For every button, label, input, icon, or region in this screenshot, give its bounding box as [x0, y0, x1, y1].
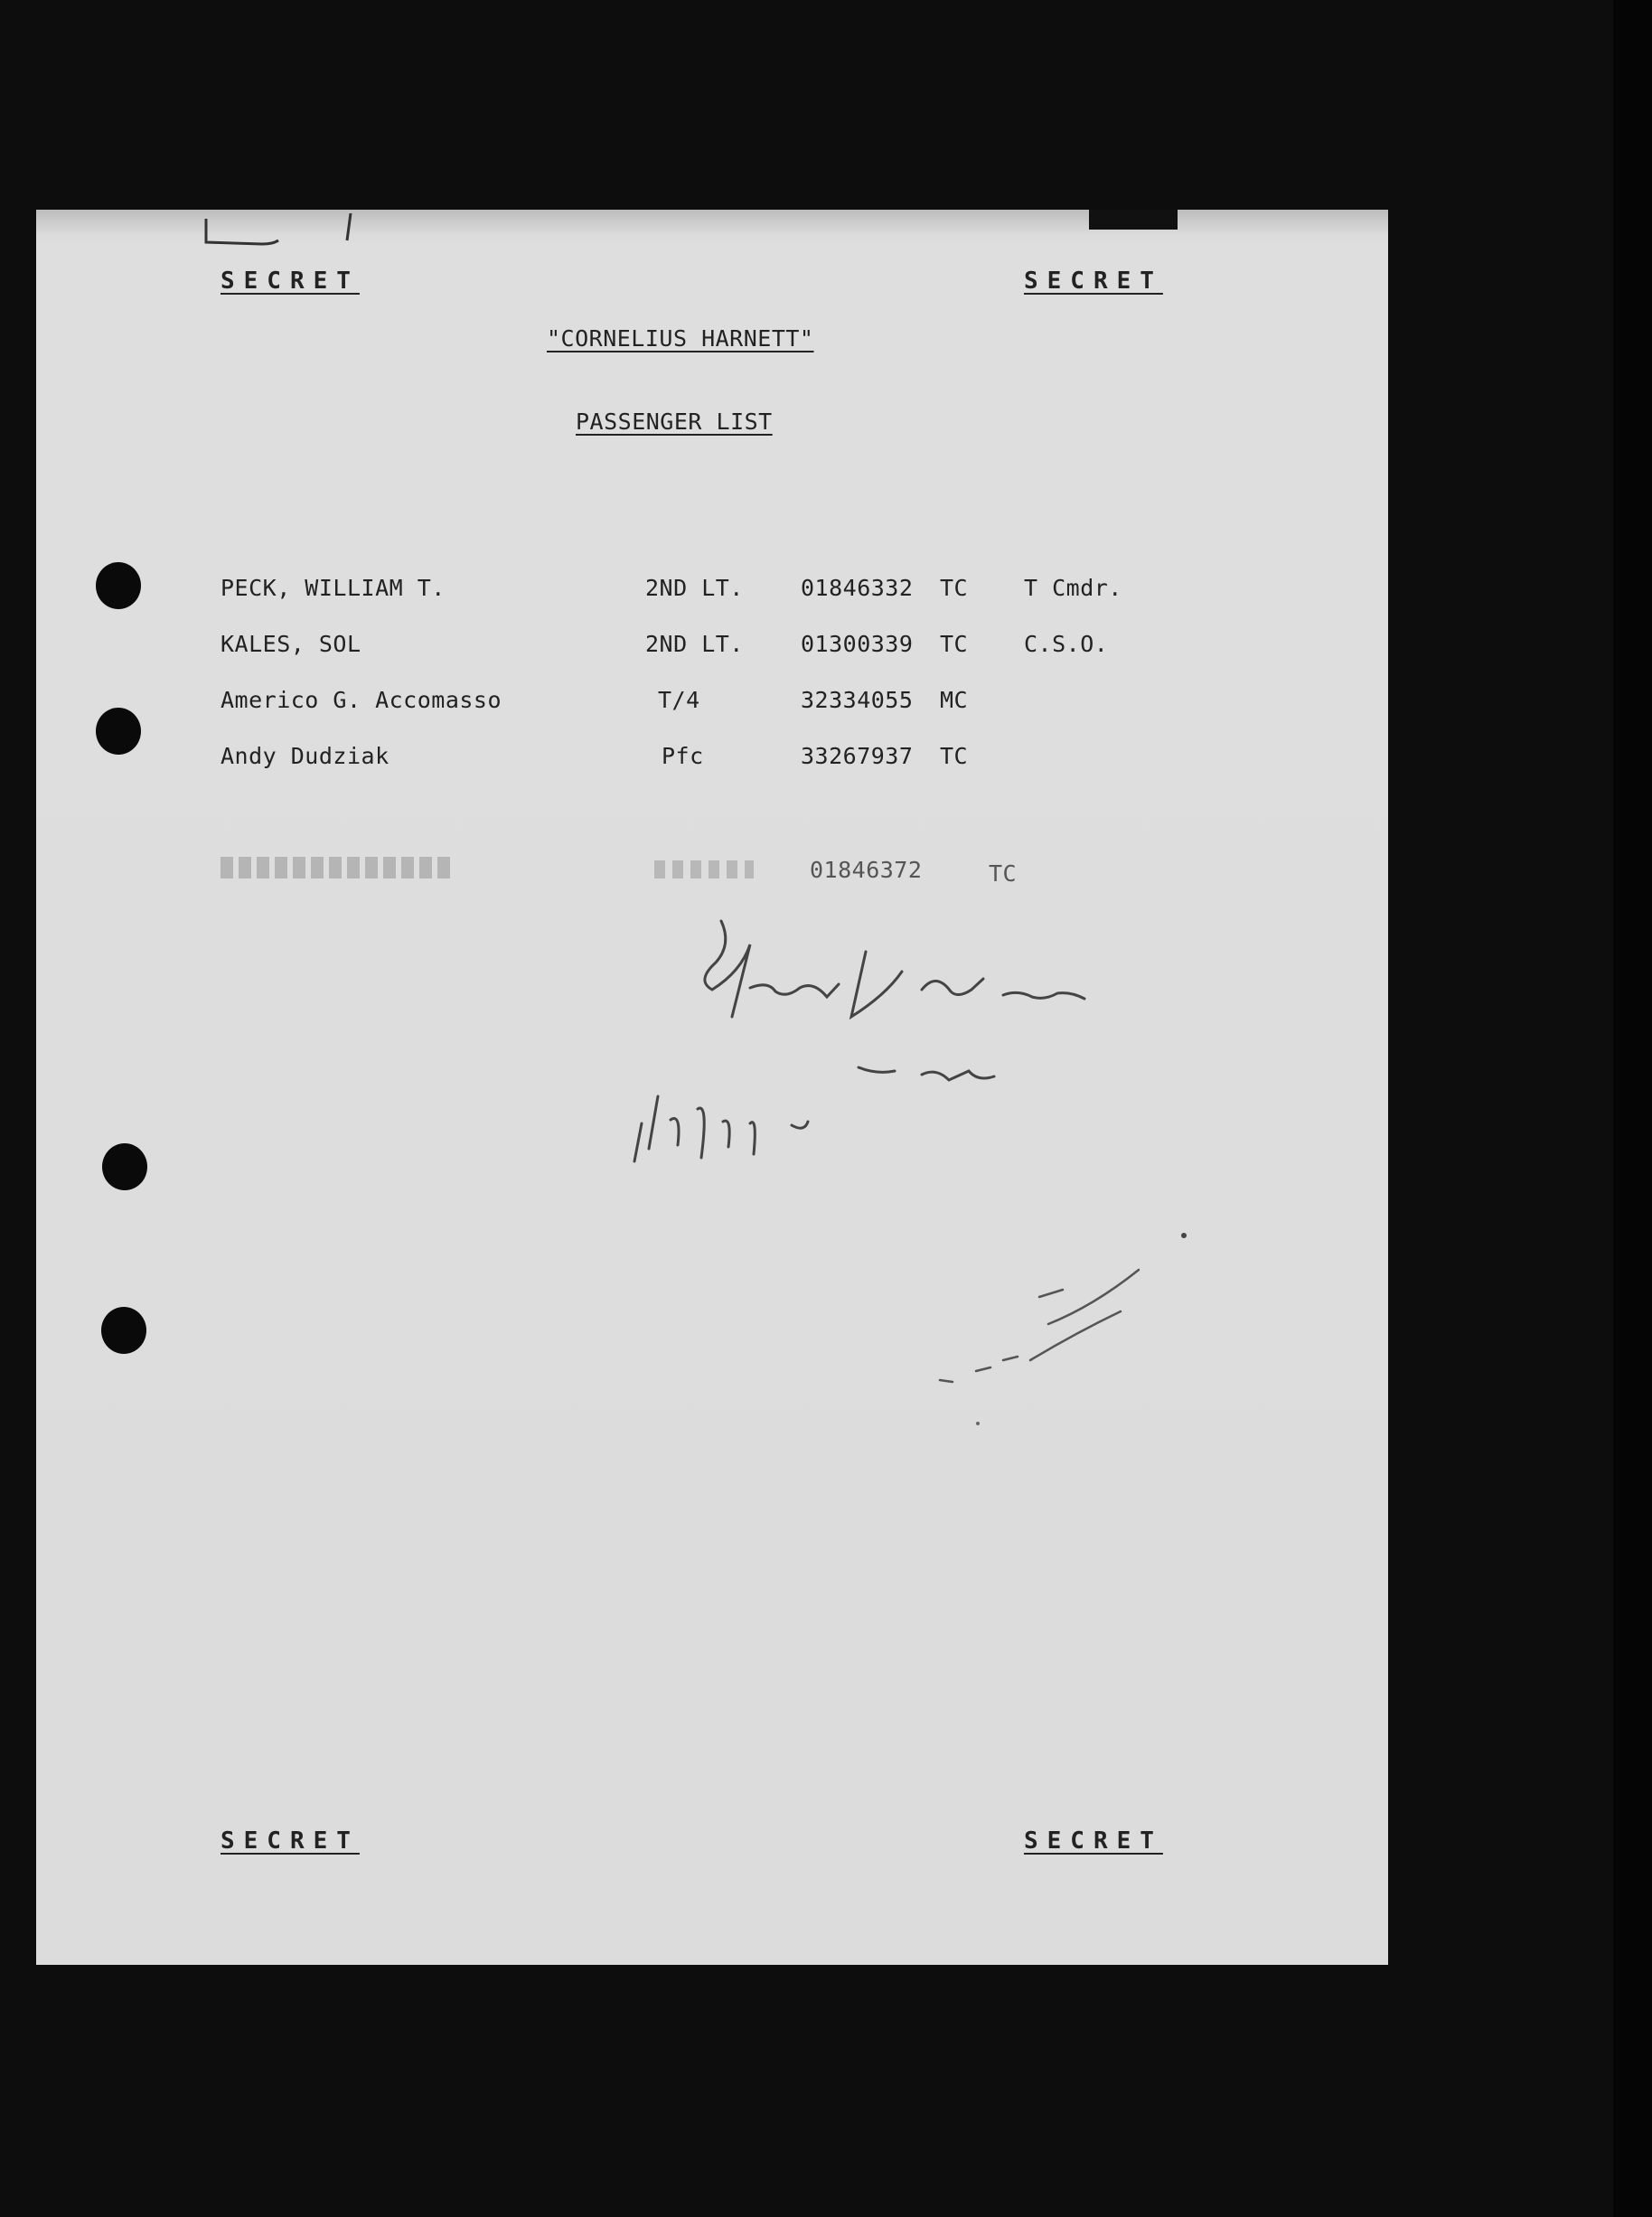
corner-pencil-mark [172, 213, 371, 258]
struck-entry-branch: TC [989, 860, 1018, 887]
passenger-rank: T/4 [658, 687, 700, 713]
passenger-serial: 01846332 [801, 575, 914, 601]
classification-top-right: SECRET [1024, 268, 1163, 295]
ship-name-title: "CORNELIUS HARNETT" [547, 325, 814, 352]
passenger-branch: MC [940, 687, 969, 713]
passenger-list-title: PASSENGER LIST [576, 409, 773, 435]
passenger-name: KALES, SOL [221, 631, 361, 657]
passenger-rank: 2ND LT. [645, 631, 744, 657]
passenger-serial: 32334055 [801, 687, 914, 713]
passenger-serial: 33267937 [801, 743, 914, 769]
paper-tab-mark [1089, 210, 1178, 230]
passenger-branch: TC [940, 575, 969, 601]
passenger-name: PECK, WILLIAM T. [221, 575, 446, 601]
punch-hole [96, 708, 141, 755]
passenger-serial: 01300339 [801, 631, 914, 657]
scan-edge [1613, 0, 1652, 2217]
classification-bottom-left: SECRET [221, 1827, 360, 1855]
pencil-scribble [922, 1225, 1193, 1442]
struck-entry-rank-smudge [654, 860, 754, 878]
punch-hole [102, 1143, 147, 1190]
passenger-branch: TC [940, 743, 969, 769]
passenger-name: Andy Dudziak [221, 743, 390, 769]
passenger-branch: TC [940, 631, 969, 657]
passenger-name: Americo G. Accomasso [221, 687, 502, 713]
struck-entry-serial: 01846372 [810, 857, 923, 883]
passenger-role: C.S.O. [1024, 631, 1109, 657]
passenger-rank: 2ND LT. [645, 575, 744, 601]
classification-bottom-right: SECRET [1024, 1827, 1163, 1855]
classification-top-left: SECRET [221, 268, 360, 295]
punch-hole [101, 1307, 146, 1354]
handwritten-signature [615, 908, 1265, 1179]
passenger-role: T Cmdr. [1024, 575, 1122, 601]
punch-hole [96, 562, 141, 609]
passenger-rank: Pfc [662, 743, 704, 769]
struck-entry-name-smudge [221, 857, 455, 878]
